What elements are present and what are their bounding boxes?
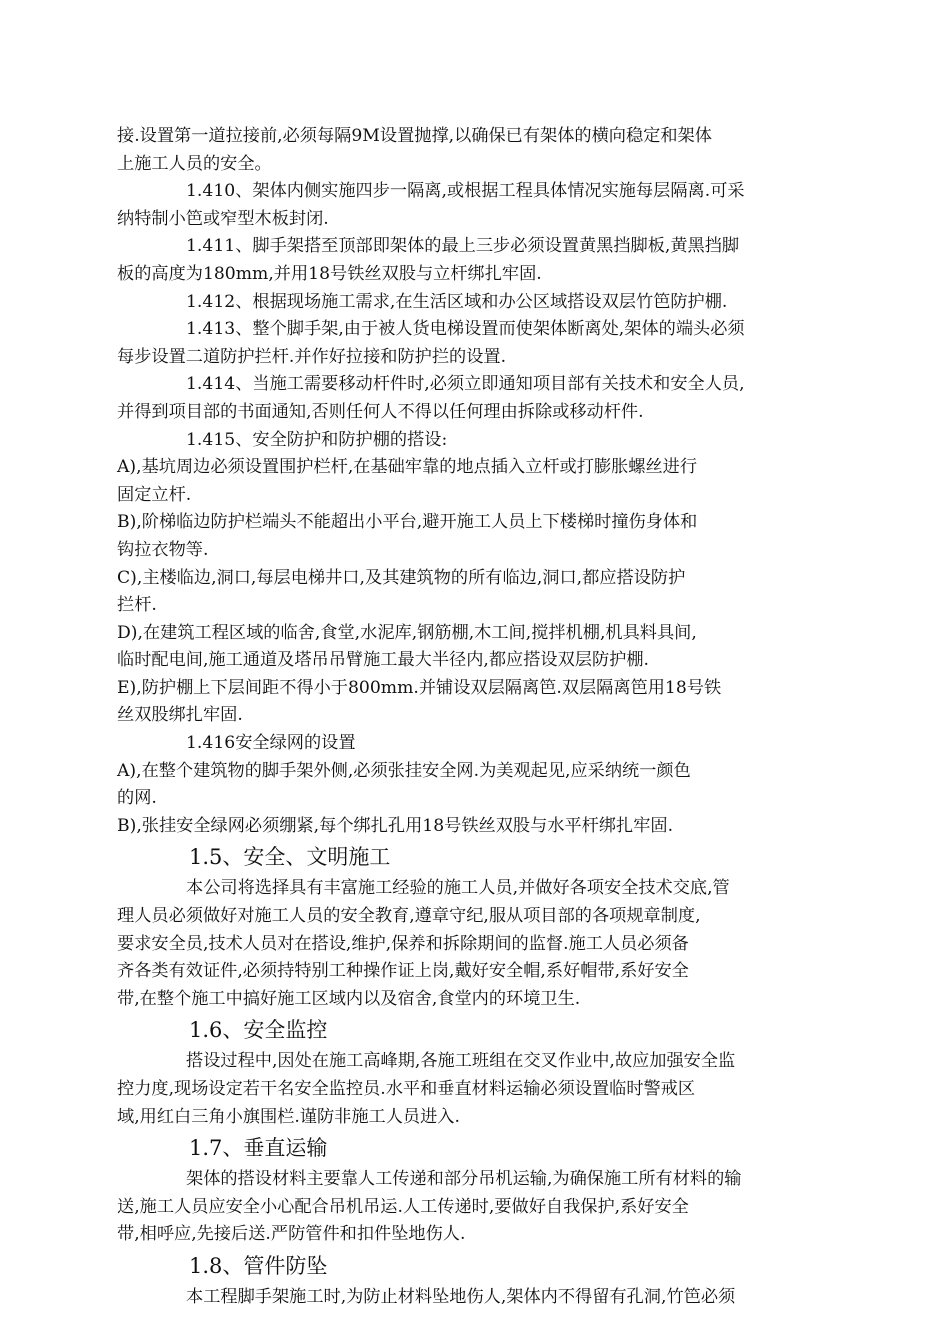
text-line: 丝双股绑扎牢固.: [117, 705, 243, 726]
paragraph: [117, 675, 817, 730]
text-line: 拦杆.: [117, 595, 157, 616]
paragraph: [117, 813, 817, 841]
text-line: 1.411、脚手架搭至顶部即架体的最上三步必须设置黄黑挡脚板,黄黑挡脚: [186, 236, 740, 257]
text-line: C),主楼临边,洞口,每层电梯井口,及其建筑物的所有临边,洞口,都应搭设防护: [117, 567, 686, 588]
text-line: 并得到项目部的书面通知,否则任何人不得以任何理由拆除或移动杆件.: [117, 401, 644, 422]
paragraph: [117, 123, 817, 178]
text-line: 固定立杆.: [117, 484, 192, 505]
text-line: 架体的搭设材料主要靠人工传递和部分吊机运输,为确保施工所有材料的输: [186, 1169, 742, 1190]
paragraph: [117, 427, 817, 455]
text-line: 送,施工人员应安全小心配合吊机吊运.人工传递时,要做好自我保护,系好安全: [117, 1196, 689, 1217]
text-line: 理人员必须做好对施工人员的安全教育,遵章守纪,服从项目部的各项规章制度,: [117, 906, 701, 927]
text-line: 域,用红白三角小旗围栏.谨防非施工人员进入.: [117, 1106, 460, 1127]
paragraph: [117, 1284, 817, 1312]
text-line: 齐各类有效证件,必须持特别工种操作证上岗,戴好安全帽,系好帽带,系好安全: [117, 961, 689, 982]
text-line: B),阶梯临边防护栏端头不能超出小平台,避开施工人员上下楼梯时撞伤身体和: [117, 512, 698, 533]
paragraph: [117, 454, 817, 509]
text-line: 搭设过程中,因处在施工高峰期,各施工班组在交叉作业中,故应加强安全监: [186, 1051, 736, 1072]
document-page: [117, 123, 817, 1312]
paragraph: [117, 233, 817, 288]
text-line: 带,相呼应,先接后送.严防管件和扣件坠地伤人.: [117, 1224, 466, 1245]
section-heading: 1.7、垂直运输: [189, 1136, 328, 1161]
text-line: 本工程脚手架施工时,为防止材料坠地伤人,架体内不得留有孔洞,竹笆必须: [186, 1286, 736, 1307]
text-line: 带,在整个施工中搞好施工区域内以及宿舍,食堂内的环境卫生.: [117, 988, 581, 1009]
text-line: 1.412、根据现场施工需求,在生活区域和办公区域搭设双层竹笆防护棚.: [186, 291, 728, 312]
text-line: A),基坑周边必须设置围护栏杆,在基础牢靠的地点插入立杆或打膨胀螺丝进行: [117, 457, 698, 478]
text-line: 1.410、架体内侧实施四步一隔离,或根据工程具体情况实施每层隔离.可采: [186, 181, 745, 202]
text-line: 接.设置第一道拉接前,必须每隔9M设置抛撑,以确保已有架体的横向稳定和架体: [117, 126, 712, 146]
section-heading: 1.6、安全监控: [189, 1018, 328, 1043]
paragraph: [117, 758, 817, 813]
text-line: 本公司将选择具有丰富施工经验的施工人员,并做好各项安全技术交底,管: [186, 878, 730, 899]
paragraph: [117, 565, 817, 620]
paragraph: [117, 178, 817, 233]
paragraph: [117, 1166, 817, 1194]
text-line: 临时配电间,施工通道及塔吊吊臂施工最大半径内,都应搭设双层防护棚.: [117, 650, 650, 671]
text-line: 每步设置二道防护拦杆.并作好拉接和防护拦的设置.: [117, 346, 507, 367]
paragraph: [117, 316, 817, 371]
text-line: 纳特制小笆或窄型木板封闭.: [117, 208, 329, 229]
paragraph: [117, 289, 817, 317]
section-heading: 1.8、管件防坠: [189, 1253, 328, 1278]
paragraph: [117, 730, 817, 758]
text-line: A),在整个建筑物的脚手架外侧,必须张挂安全网.为美观起见,应采纳统一颜色: [117, 760, 691, 781]
text-line: D),在建筑工程区域的临舍,食堂,水泥库,钢筋棚,木工间,搅拌机棚,机具料具间,: [117, 622, 697, 643]
text-line: 控力度,现场设定若干名安全监控员.水平和垂直材料运输必须设置临时警戒区: [117, 1079, 696, 1099]
text-line: 的网.: [117, 788, 157, 809]
text-line: 1.416安全绿网的设置: [186, 733, 356, 754]
text-line: 要求安全员,技术人员对在搭设,维护,保养和拆除期间的监督.施工人员必须备: [117, 933, 689, 954]
text-line: 1.414、当施工需要移动杆件时,必须立即通知项目部有关技术和安全人员,: [186, 374, 745, 395]
paragraph: [117, 509, 817, 564]
paragraph: [117, 1076, 817, 1131]
text-line: 上施工人员的安全。: [117, 153, 272, 174]
paragraph: [117, 1048, 817, 1076]
paragraph: [117, 875, 817, 903]
text-line: B),张挂安全绿网必须绷紧,每个绑扎孔用18号铁丝双股与水平杆绑扎牢固.: [117, 815, 674, 836]
text-line: 钩拉衣物等.: [117, 539, 209, 560]
paragraph: [117, 620, 817, 675]
paragraph: [117, 1194, 817, 1249]
text-line: 板的高度为180mm,并用18号铁丝双股与立杆绑扎牢固.: [117, 263, 542, 284]
text-line: 1.413、整个脚手架,由于被人货电梯设置而使架体断离处,架体的端头必须: [186, 319, 745, 340]
paragraph: [117, 371, 817, 426]
text-line: E),防护棚上下层间距不得小于800mm.并铺设双层隔离笆.双层隔离笆用18号铁: [117, 677, 722, 698]
section-heading: 1.5、安全、文明施工: [189, 845, 391, 870]
paragraph: [117, 903, 817, 1013]
text-line: 1.415、安全防护和防护棚的搭设:: [186, 429, 448, 450]
